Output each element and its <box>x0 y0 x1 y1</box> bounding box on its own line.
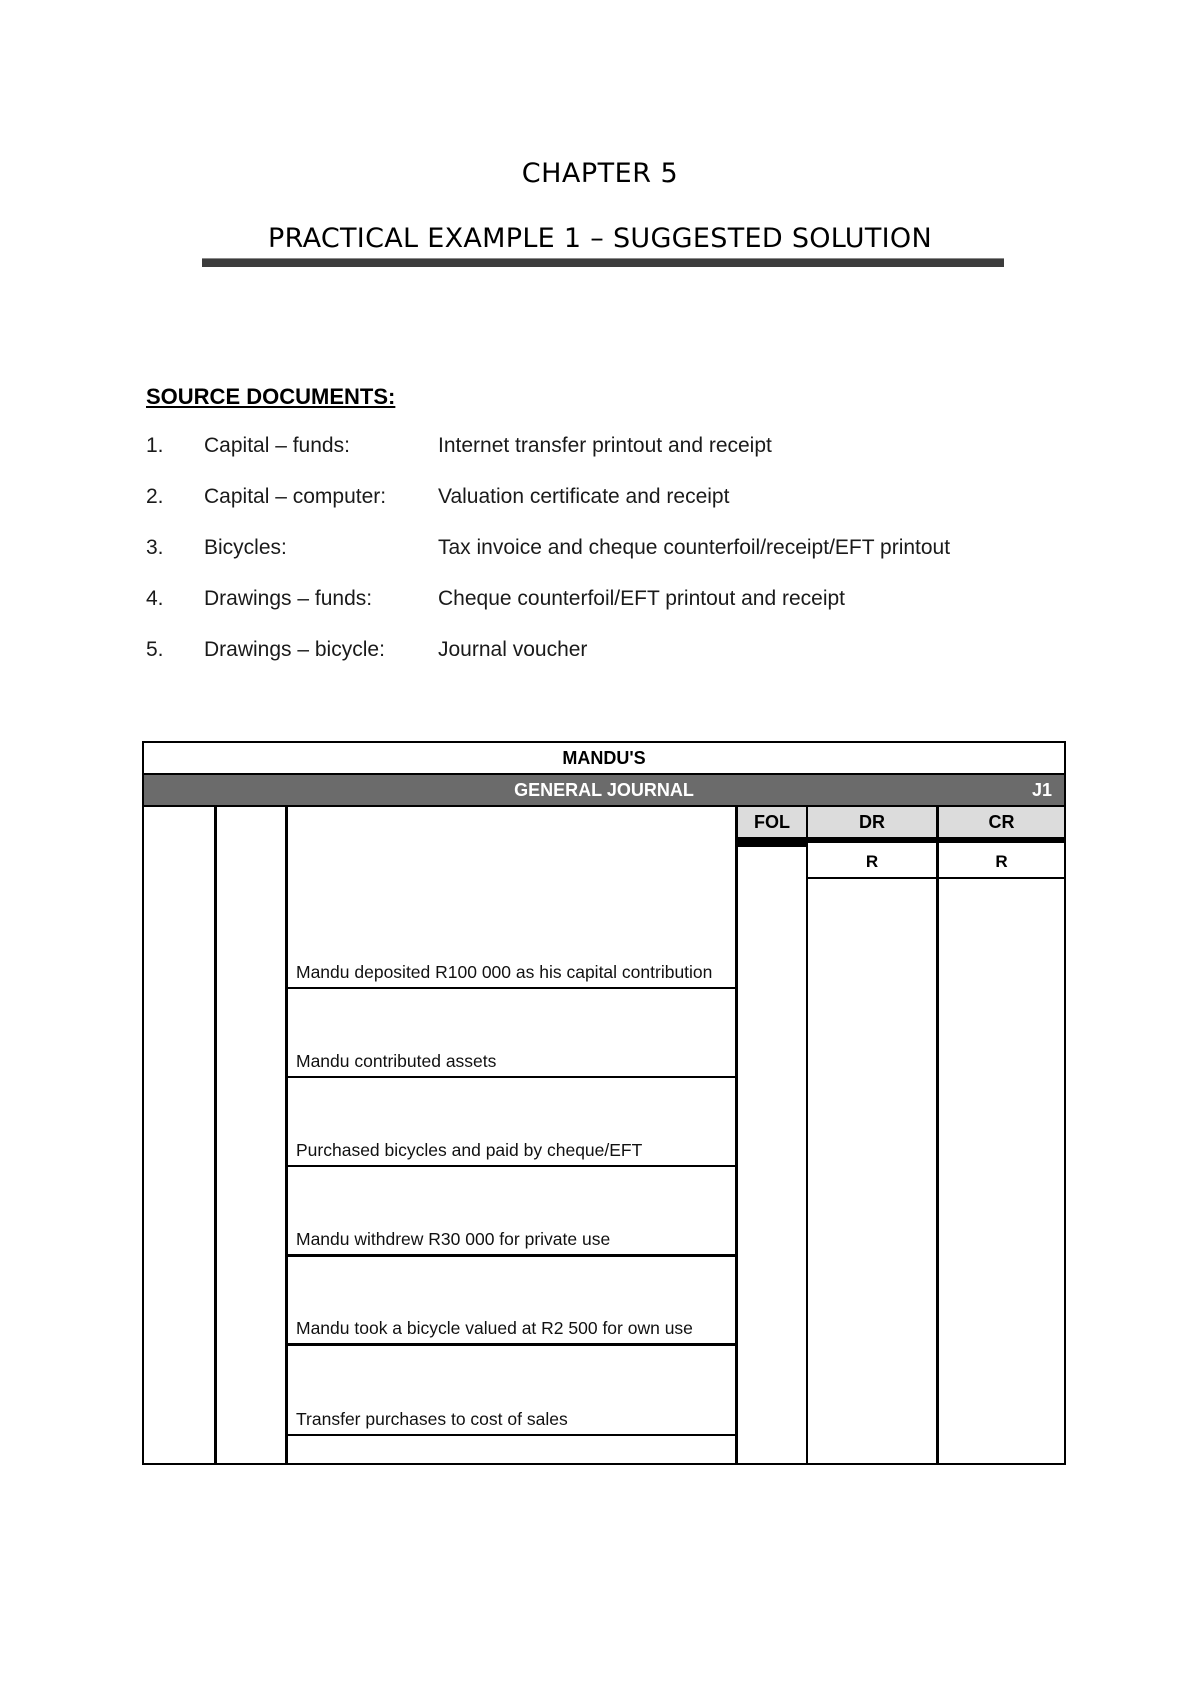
narration-text: Transfer purchases to cost of sales <box>296 1409 568 1429</box>
cr-column-header: CR <box>939 807 1064 839</box>
journal-entry-narration <box>288 989 735 1076</box>
item-number: 2. <box>146 485 164 508</box>
journal-header-bar <box>144 775 1064 807</box>
page-subtitle: PRACTICAL EXAMPLE 1 – SUGGESTED SOLUTION <box>268 223 932 254</box>
transaction-label: Bicycles: <box>204 536 287 559</box>
source-documents-heading: SOURCE DOCUMENTS: <box>146 384 396 409</box>
journal-number: J1 <box>1031 780 1052 800</box>
amount-header-rule <box>808 839 1064 843</box>
narration-text: Mandu deposited R100 000 as his capital contribution <box>296 962 713 982</box>
general-journal-table <box>142 741 1066 1465</box>
journal-entry-narration <box>288 1078 735 1165</box>
dr-unit-label: R <box>808 847 936 879</box>
document-description: Cheque counterfoil/EFT printout and receipt <box>438 587 846 610</box>
item-number: 4. <box>146 587 164 610</box>
transaction-label: Capital – funds: <box>204 434 350 457</box>
journal-entry-narration <box>288 1167 735 1254</box>
transaction-label: Drawings – bicycle: <box>204 638 385 661</box>
chapter-heading: CHAPTER 5 <box>521 158 679 189</box>
details-fol-divider <box>735 807 738 1463</box>
item-number: 1. <box>146 434 164 457</box>
entry-divider <box>288 1434 735 1436</box>
dr-column-header: DR <box>808 807 936 839</box>
transaction-label: Drawings – funds: <box>204 587 373 610</box>
document-description: Tax invoice and cheque counterfoil/receipt/EFT printout <box>438 536 951 559</box>
journal-entry-narration <box>288 1257 735 1343</box>
journal-title: GENERAL JOURNAL <box>514 780 694 800</box>
narration-text: Mandu withdrew R30 000 for private use <box>296 1229 611 1249</box>
journal-entry-narration <box>288 1346 735 1434</box>
narration-text: Purchased bicycles and paid by cheque/EFT <box>296 1140 643 1160</box>
fol-column-header: FOL <box>738 807 806 839</box>
document-description: Valuation certificate and receipt <box>438 485 730 508</box>
journal-business-name: MANDU'S <box>144 743 1064 775</box>
document-description: Journal voucher <box>438 638 588 661</box>
narration-text: Mandu contributed assets <box>296 1051 497 1071</box>
title-underline-rule <box>202 258 1004 267</box>
item-number: 5. <box>146 638 164 661</box>
narration-text: Mandu took a bicycle valued at R2 500 for own use <box>296 1318 693 1338</box>
document-description: Internet transfer printout and receipt <box>438 434 772 457</box>
journal-entry-narration <box>288 807 735 987</box>
dr-cr-divider <box>936 807 939 1463</box>
cr-unit-label: R <box>939 847 1064 879</box>
date-month-divider <box>214 807 217 1463</box>
transaction-label: Capital – computer: <box>204 485 387 508</box>
fol-header-rule <box>738 839 806 847</box>
item-number: 3. <box>146 536 164 559</box>
fol-dr-divider <box>806 807 808 1463</box>
